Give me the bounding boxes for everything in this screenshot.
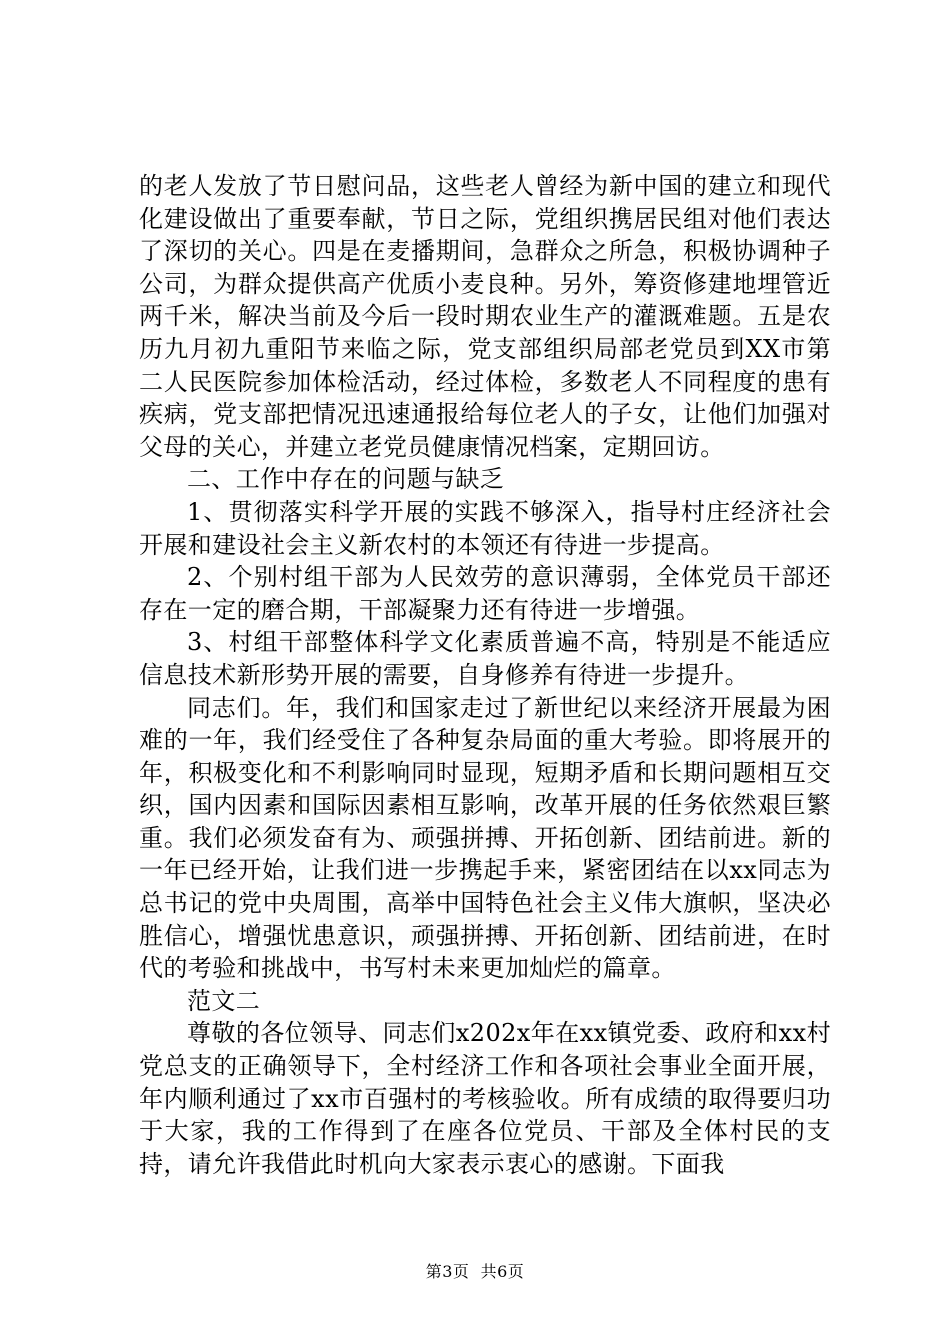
section-heading-problems: 二、工作中存在的问题与缺乏	[187, 465, 505, 494]
problem-item-1: 1、贯彻落实科学开展的实践不够深入，指导村庄经济社会开展和建设社会主义新农村的本领还有待进一步提高。	[139, 497, 831, 559]
problem-item-2: 2、个别村组干部为人民效劳的意识薄弱，全体党员干部还存在一定的磨合期，干部凝聚力还有待进一步增强。	[139, 563, 831, 624]
paragraph-continuation: 的老人发放了节日慰问品，这些老人曾经为新中国的建立和现代化建设做出了重要奉献，节日之际，党组织携居民组对他们表达了深切的关心。四是在麦播期间，急群众之所急，积极协调种子公司，为群众提供高产优质小麦良种。另外，筹资修建地埋管近两千米，解决当前及今后一段时期农业生产的灌溉难题。五是农历九月初九重阳节来临之际，党支部组织局部老党员到XX市第二人民医院参加体检活动，经过体检，多数老人不同程度的患有疾病，党支部把情况迅速通报给每位老人的子女，让他们加强对父母的关心，并建立老党员健康情况档案，定期回访。	[139, 172, 831, 461]
paragraph-comrades: 同志们。年，我们和国家走过了新世纪以来经济开展最为困难的一年，我们经受住了各种复杂局面的重大考验。即将展开的年，积极变化和不利影响同时显现，短期矛盾和长期问题相互交织，国内因素和国际因素相互影响，改革开展的任务依然艰巨繁重。我们必须发奋有为、顽强拼搏、开拓创新、团结前进。新的一年已经开始，让我们进一步携起手来，紧密团结在以xx同志为总书记的党中央周围，高举中国特色社会主义伟大旗帜，坚决必胜信心，增强忧患意识，顽强拼搏、开拓创新、团结前进，在时代的考验和挑战中，书写村未来更加灿烂的篇章。	[139, 693, 831, 983]
page-footer	[0, 1262, 950, 1282]
paragraph-sample-2: 尊敬的各位领导、同志们x202x年在xx镇党委、政府和xx村党总支的正确领导下，全村经济工作和各项社会事业全面开展，年内顺利通过了xx市百强村的考核验收。所有成绩的取得要归功于大家，我的工作得到了在座各位党员、干部及全体村民的支持，请允许我借此时机向大家表示衷心的感谢。下面我	[139, 1019, 831, 1178]
problem-item-3: 3、村组干部整体科学文化素质普遍不高，特别是不能适应信息技术新形势开展的需要，自身修养有待进一步提升。	[139, 628, 831, 689]
sample-heading-2: 范文二	[187, 986, 261, 1015]
document-body	[139, 170, 831, 1180]
page-number: 第3页 共6页	[425, 1262, 525, 1281]
